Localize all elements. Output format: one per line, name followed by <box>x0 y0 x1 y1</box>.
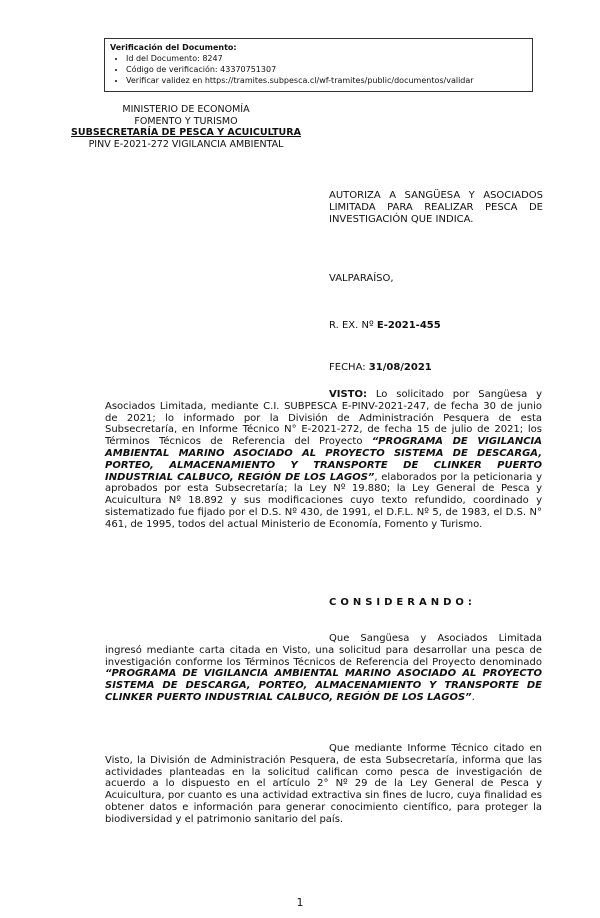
ministry-header <box>30 104 342 150</box>
verification-id: • Id del Documento: 8247 <box>126 53 527 64</box>
para2-text: Que mediante Informe Técnico citado en Visto, la División de Administración Pesquera, de esta Subsecretaría, informa que las actividades planteadas en la solicitud califican como pesca de investigación de acuerdo a lo dispuesto en el artículo 2° Nº 29 de la Ley General de Pesca y Acuicultura, por cuanto es una actividad extractiva sin fines de lucro, cuya finalidad es obtener datos e información para generar conocimiento científico, para proteger la biodiversidad y el patrimonio sanitario del país. <box>105 743 542 825</box>
para1-text-2: . <box>471 691 475 703</box>
para1-text: Que Sangüesa y Asociados Limitada ingresó mediante carta citada en Visto, una solicitud para desarrollar una pesca de investigación conforme los Términos Técnicos de Referencia del Proyecto denominado <box>105 633 542 668</box>
visto-paragraph <box>105 389 542 531</box>
considerando-paragraph-1 <box>105 633 542 704</box>
visto-text-2: , elaborados por la peticionaria y aprobados por esta Subsecretaría; la Ley Nº 19.880; la Ley General de Pesca y Acuicultura Nº 18.892 y sus modificaciones cuyo texto refundido, coordinado y sistematizado fue fijado por el D.S. Nº 430, de 1991, el D.F.L. Nº 5, de 1983, el D.S. N° 461, de 1995, todos del actual Ministerio de Economía, Fomento y Turismo. <box>105 471 542 530</box>
para1-project-title: “PROGRAMA DE VIGILANCIA AMBIENTAL MARINO ASOCIADO AL PROYECTO SISTEMA DE DESCARGA, PORTEO, ALMACENAMIENTO Y TRANSPORTE DE CLINKER PUERTO INDUSTRIAL CALBUCO, REGIÓN DE LOS LAGOS” <box>105 668 542 703</box>
verification-url[interactable]: • Verificar validez en https://tramites.subpesca.cl/wf-tramites/public/documentos/validar <box>126 75 527 86</box>
considerando-heading: CONSIDERANDO: <box>329 597 476 608</box>
ministry-line: MINISTERIO DE ECONOMÍA <box>122 104 250 115</box>
verification-code: • Código de verificación: 43370751307 <box>126 64 527 75</box>
subsecretaria-line: SUBSECRETARÍA DE PESCA Y ACUICULTURA <box>71 127 301 138</box>
city-line: VALPARAÍSO, <box>329 273 394 284</box>
page-number: 1 <box>296 896 304 909</box>
verification-title: Verificación del Documento: <box>110 43 237 52</box>
ministry-line-2: FOMENTO Y TURISMO <box>134 115 238 127</box>
document-subject: AUTORIZA A SANGÜESA Y ASOCIADOS LIMITADA PARA REALIZAR PESCA DE INVESTIGACIÓN QUE INDICA. <box>329 190 543 225</box>
date-line <box>329 362 543 374</box>
verification-list <box>110 53 527 86</box>
considerando-paragraph-2 <box>105 743 542 826</box>
resolution-number <box>329 320 543 332</box>
reference-line: PINV E-2021-272 VIGILANCIA AMBIENTAL <box>88 138 284 150</box>
visto-project-title: “PROGRAMA DE VIGILANCIA AMBIENTAL MARINO ASOCIADO AL PROYECTO SISTEMA DE DESCARGA, PORTEO, ALMACENAMIENTO Y TRANSPORTE DE CLINKER PUERTO INDUSTRIAL CALBUCO, REGIÓN DE LOS LAGOS” <box>105 436 542 483</box>
date-label: FECHA: <box>329 362 369 373</box>
date-value: 31/08/2021 <box>368 362 432 373</box>
verification-box <box>104 38 533 92</box>
visto-text: Lo solicitado por Sangüesa y Asociados Limitada, mediante C.I. SUBPESCA E-PINV-2021-247, de fecha 30 de junio de 2021; lo informado por la División de Administración Pesquera de esta Subsecretaría, en Informe Técnico N° E-2021-272, de fecha 15 de julio de 2021; los Términos Técnicos de Referencia del Proyecto <box>105 389 542 448</box>
resolution-label: R. EX. Nº <box>329 320 377 331</box>
visto-label: VISTO: <box>329 389 367 400</box>
resolution-value: E-2021-455 <box>376 320 441 331</box>
